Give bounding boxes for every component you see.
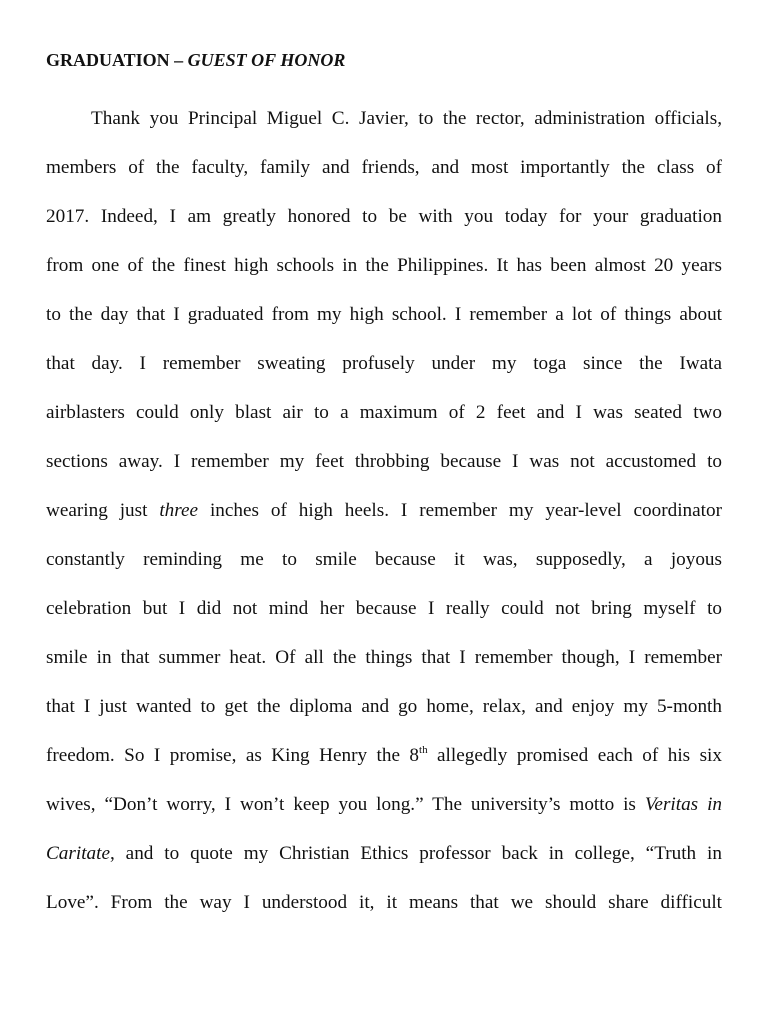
line-text: that I just wanted to get the diploma and go home, relax, and enjoy my 5-month: [46, 696, 722, 717]
speech-paragraph: [46, 104, 722, 937]
paragraph-line: [46, 643, 722, 692]
line-text: inches of high heels. I remember my year-level coordinator: [198, 500, 722, 521]
paragraph-line: [46, 545, 722, 594]
line-text: that day. I remember sweating profusely under my toga since the Iwata: [46, 353, 722, 374]
line-text: wearing just: [46, 500, 160, 521]
paragraph-line: [46, 839, 722, 888]
line-text: to the day that I graduated from my high school. I remember a lot of things about: [46, 304, 722, 325]
emphasis-text: Caritate: [46, 843, 110, 864]
paragraph-line: [46, 741, 722, 790]
line-text: members of the faculty, family and friends, and most importantly the class of: [46, 157, 722, 178]
paragraph-line: [46, 251, 722, 300]
line-text: , and to quote my Christian Ethics professor back in college, “Truth in: [109, 843, 722, 864]
line-text: allegedly promised each of his six: [427, 745, 722, 766]
paragraph-line: [46, 447, 722, 496]
paragraph-line: [46, 496, 722, 545]
paragraph-line: [46, 888, 722, 937]
heading-subtitle: GUEST OF HONOR: [187, 50, 346, 70]
line-text: Thank you Principal Miguel C. Javier, to the rector, administration officials,: [91, 108, 722, 129]
paragraph-line: [46, 692, 722, 741]
paragraph-line: [46, 790, 722, 839]
emphasis-text: Veritas in: [644, 794, 722, 815]
line-text: smile in that summer heat. Of all the things that I remember though, I remember: [46, 647, 722, 668]
line-text: from one of the finest high schools in the Philippines. It has been almost 20 years: [46, 255, 722, 276]
line-text: airblasters could only blast air to a maximum of 2 feet and I was seated two: [46, 402, 722, 423]
line-text: celebration but I did not mind her because I really could not bring myself to: [46, 598, 722, 619]
paragraph-line: [46, 104, 722, 153]
paragraph-line: [46, 300, 722, 349]
line-text: constantly reminding me to smile because it was, supposedly, a joyous: [46, 549, 722, 570]
line-text: Love”. From the way I understood it, it means that we should share difficult: [46, 892, 722, 913]
paragraph-line: [46, 349, 722, 398]
paragraph-line: [46, 594, 722, 643]
line-text: 2017. Indeed, I am greatly honored to be with you today for your graduation: [46, 206, 722, 227]
line-text: wives, “Don’t worry, I won’t keep you long.” The university’s motto is: [46, 794, 645, 815]
paragraph-line: [46, 202, 722, 251]
superscript-text: th: [419, 744, 428, 756]
heading-main: GRADUATION –: [46, 50, 188, 70]
line-text: freedom. So I promise, as King Henry the 8: [46, 745, 420, 766]
document-heading: [46, 48, 345, 72]
paragraph-line: [46, 398, 722, 447]
line-text: sections away. I remember my feet throbbing because I was not accustomed to: [46, 451, 722, 472]
paragraph-line: [46, 153, 722, 202]
emphasis-text: three: [159, 500, 199, 521]
